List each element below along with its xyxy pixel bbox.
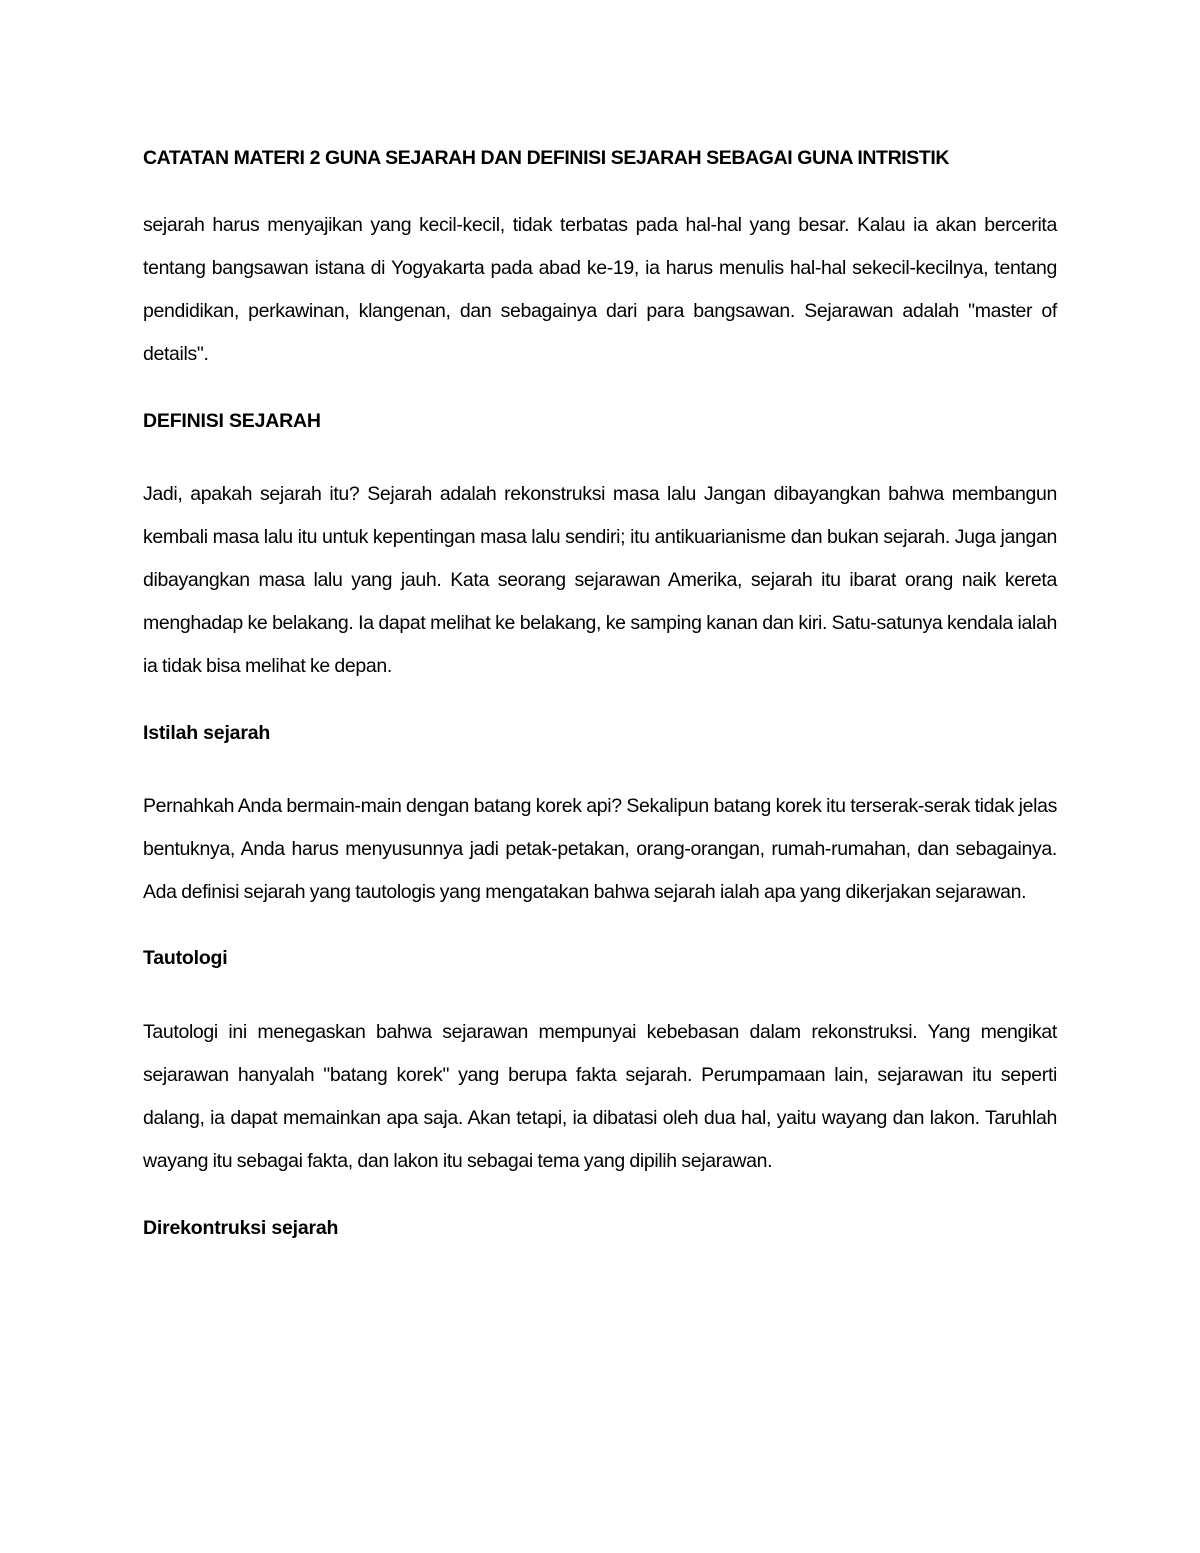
document-title: CATATAN MATERI 2 GUNA SEJARAH DAN DEFINISI SEJARAH SEBAGAI GUNA INTRISTIK xyxy=(143,147,950,169)
paragraph-tautologi: Tautologi ini menegaskan bahwa sejarawan mempunyai kebebasan dalam rekonstruksi. Yang mengikat sejarawan hanyalah "batang korek" yang berupa fakta sejarah. Perumpamaan lain, sejarawan itu seperti dalang, ia dapat memainkan apa saja. Akan tetapi, ia dibatasi oleh dua hal, yaitu wayang dan lakon. Taruhlah wayang itu sebagai fakta, dan lakon itu sebagai tema yang dipilih sejarawan. xyxy=(143,1021,1057,1172)
heading-direkontruksi-sejarah: Direkontruksi sejarah xyxy=(143,1217,339,1239)
paragraph-guna-sejarah: sejarah harus menyajikan yang kecil-kecil, tidak terbatas pada hal-hal yang besar. Kalau ia akan bercerita tentang bangsawan istana di Yogyakarta pada abad ke-19, ia harus menulis hal-hal sekecil-kecilnya, tentang pendidikan, perkawinan, klangenan, dan sebagainya dari para bangsawan. Sejarawan adalah "master of details". xyxy=(143,214,1057,365)
heading-istilah-sejarah: Istilah sejarah xyxy=(143,722,271,744)
document-body xyxy=(143,143,1057,1243)
paragraph-definisi-sejarah: Jadi, apakah sejarah itu? Sejarah adalah rekonstruksi masa lalu Jangan dibayangkan bahwa membangun kembali masa lalu itu untuk kepentingan masa lalu sendiri; itu antikuarianisme dan bukan sejarah. Juga jangan dibayangkan masa lalu yang jauh. Kata seorang sejarawan Amerika, sejarah itu ibarat orang naik kereta menghadap ke belakang. Ia dapat melihat ke belakang, ke samping kanan dan kiri. Satu-satunya kendala ialah ia tidak bisa melihat ke depan. xyxy=(143,483,1057,677)
paragraph-istilah-sejarah: Pernahkah Anda bermain-main dengan batang korek api? Sekalipun batang korek itu terserak-serak tidak jelas bentuknya, Anda harus menyusunnya jadi petak-petakan, orang-orangan, rumah-rumahan, dan sebagainya. Ada definisi sejarah yang tautologis yang mengatakan bahwa sejarah ialah apa yang dikerjakan sejarawan. xyxy=(143,795,1057,903)
heading-tautologi: Tautologi xyxy=(143,947,228,969)
heading-definisi-sejarah: DEFINISI SEJARAH xyxy=(143,410,321,432)
